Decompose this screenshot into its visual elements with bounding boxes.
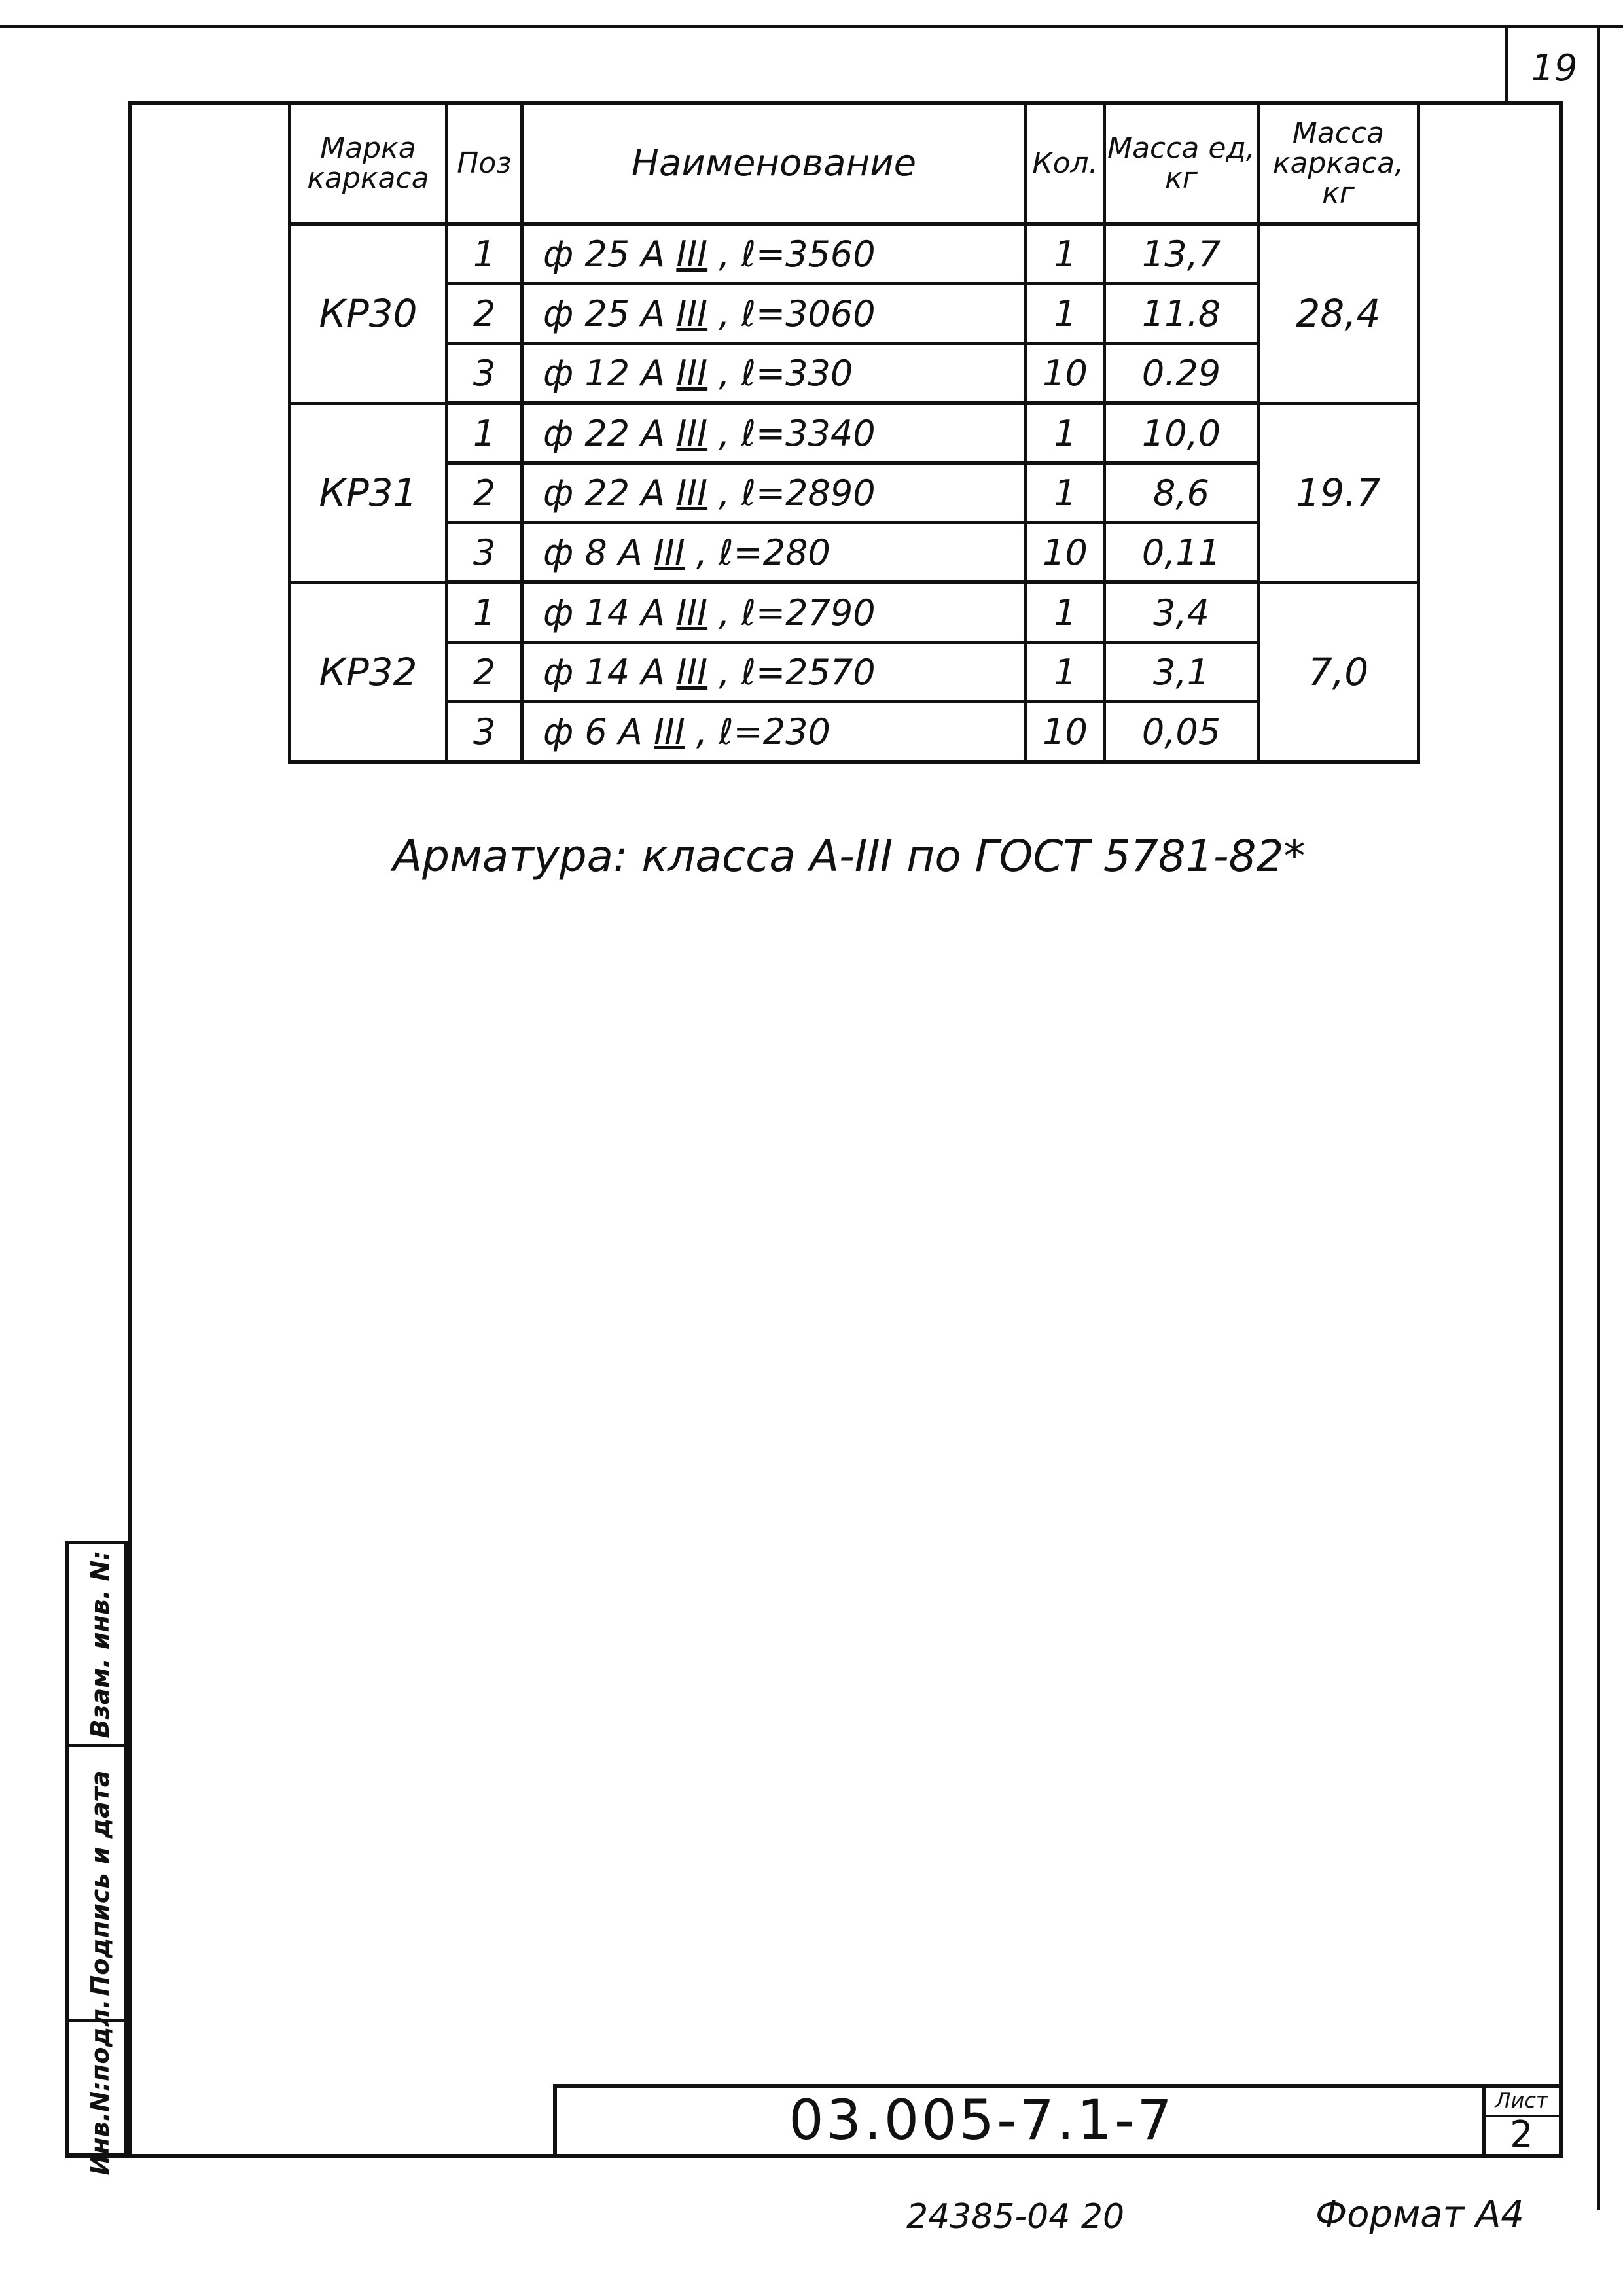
bar-length: , ℓ=2790 (719, 592, 876, 633)
item-name-cell (522, 643, 1026, 702)
steel-class: III (676, 651, 708, 693)
table-row (290, 582, 1419, 643)
bar-length: , ℓ=2890 (719, 472, 876, 514)
steel-class: III (676, 592, 708, 633)
bar-diameter: ф 14 А (543, 592, 666, 633)
side-stamp-original-label: Инв.N:подл. (85, 1999, 115, 2176)
side-stamp-signature-label: Подпись и дата (85, 1769, 115, 1996)
table-row (290, 284, 1419, 344)
frame-mass-cell: 7,0 (1258, 582, 1419, 762)
unit-mass-cell: 10,0 (1105, 403, 1258, 463)
frame-mark: КР30 (290, 224, 447, 404)
bar-length: , ℓ=330 (719, 352, 853, 394)
steel-class: III (676, 292, 708, 334)
position-cell: 1 (447, 582, 522, 643)
quantity-cell: 1 (1026, 582, 1105, 643)
page-number: 19 (1531, 47, 1578, 90)
frame-mark: КР31 (290, 403, 447, 582)
table-row (290, 643, 1419, 702)
steel-class: III (653, 531, 685, 573)
unit-mass-cell: 8,6 (1105, 463, 1258, 523)
steel-class: III (676, 472, 708, 514)
paper-format: Формат А4 (1315, 2193, 1524, 2236)
side-stamp-cell-original (69, 1999, 131, 2176)
item-name-cell (522, 344, 1026, 404)
table-row (290, 403, 1419, 463)
steel-class: III (676, 233, 708, 275)
bar-length: , ℓ=3340 (719, 412, 876, 454)
quantity-cell: 10 (1026, 344, 1105, 404)
quantity-cell: 1 (1026, 403, 1105, 463)
unit-mass-cell: 3,4 (1105, 582, 1258, 643)
bar-diameter: ф 8 А (543, 531, 643, 573)
position-cell: 3 (447, 523, 522, 583)
quantity-cell: 1 (1026, 463, 1105, 523)
position-cell: 3 (447, 344, 522, 404)
side-stamp-cell-signature (69, 1747, 131, 2022)
bar-length: , ℓ=280 (696, 531, 830, 573)
position-cell: 2 (447, 463, 522, 523)
position-cell: 3 (447, 702, 522, 762)
header-mark: Марка каркаса (290, 103, 447, 224)
bar-diameter: ф 22 А (543, 472, 666, 514)
bar-diameter: ф 12 А (543, 352, 666, 394)
side-stamp-replacement-label: Взам. инв. N: (85, 1549, 115, 1739)
header-name: Наименование (522, 103, 1026, 224)
item-name-cell (522, 284, 1026, 344)
position-cell: 1 (447, 224, 522, 284)
position-cell: 1 (447, 403, 522, 463)
quantity-cell: 10 (1026, 702, 1105, 762)
frame-mass-cell: 28,4 (1258, 224, 1419, 404)
table-header-row (290, 103, 1419, 224)
frame-right-line (1559, 101, 1563, 2156)
quantity-cell: 1 (1026, 224, 1105, 284)
unit-mass-cell: 0,11 (1105, 523, 1258, 583)
unit-mass-cell: 0.29 (1105, 344, 1258, 404)
steel-class: III (676, 412, 708, 454)
right-edge-line (1597, 25, 1600, 2210)
table-row (290, 702, 1419, 762)
archive-code: 24385-04 20 (906, 2197, 1125, 2236)
frame-mark: КР32 (290, 582, 447, 762)
table-row (290, 523, 1419, 583)
specification-table (288, 101, 1420, 764)
header-pos: Поз (447, 103, 522, 224)
quantity-cell: 10 (1026, 523, 1105, 583)
bar-length: , ℓ=3560 (719, 233, 876, 275)
header-unit-mass: Масса ед, кг (1105, 103, 1258, 224)
bar-length: , ℓ=230 (696, 711, 830, 752)
side-stamp (65, 1541, 128, 2176)
sheet-label: Лист (1495, 2088, 1548, 2113)
bar-diameter: ф 25 А (543, 233, 666, 275)
unit-mass-cell: 3,1 (1105, 643, 1258, 702)
item-name-cell (522, 582, 1026, 643)
steel-class: III (653, 711, 685, 752)
item-name-cell (522, 403, 1026, 463)
quantity-cell: 1 (1026, 643, 1105, 702)
item-name-cell (522, 224, 1026, 284)
top-edge-line (0, 25, 1623, 28)
bar-diameter: ф 6 А (543, 711, 643, 752)
item-name-cell (522, 702, 1026, 762)
sheet-number: 2 (1510, 2113, 1533, 2156)
unit-mass-cell: 0,05 (1105, 702, 1258, 762)
unit-mass-cell: 11.8 (1105, 284, 1258, 344)
quantity-cell: 1 (1026, 284, 1105, 344)
frame-mass-cell: 19.7 (1258, 403, 1419, 582)
bar-length: , ℓ=3060 (719, 292, 876, 334)
bar-diameter: ф 22 А (543, 412, 666, 454)
document-code: 03.005-7.1-7 (789, 2088, 1175, 2152)
position-cell: 2 (447, 284, 522, 344)
steel-class: III (676, 352, 708, 394)
unit-mass-cell: 13,7 (1105, 224, 1258, 284)
side-stamp-cell-replacement (69, 1544, 131, 1747)
table-row (290, 344, 1419, 404)
header-qty: Кол. (1026, 103, 1105, 224)
table-row (290, 463, 1419, 523)
header-frame-mass: Масса каркаса, кг (1258, 103, 1419, 224)
item-name-cell (522, 523, 1026, 583)
item-name-cell (522, 463, 1026, 523)
bar-diameter: ф 25 А (543, 292, 666, 334)
reinforcement-note: Арматура: класса А-III по ГОСТ 5781-82* (393, 831, 1306, 881)
table-row (290, 224, 1419, 284)
bar-diameter: ф 14 А (543, 651, 666, 693)
position-cell: 2 (447, 643, 522, 702)
bar-length: , ℓ=2570 (719, 651, 876, 693)
